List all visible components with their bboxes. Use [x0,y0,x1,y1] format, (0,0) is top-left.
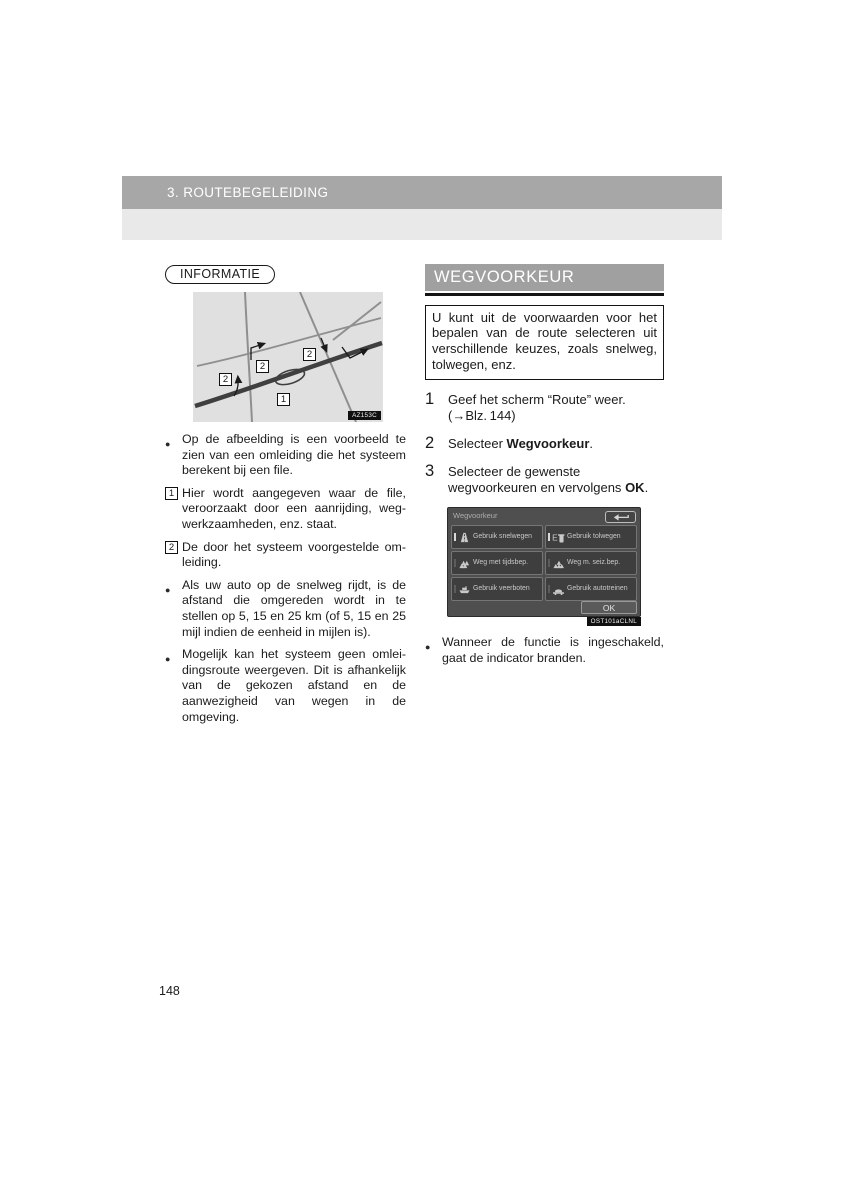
intro-box: U kunt uit de voorwaarden voor het bepalen van de route selecteren uit verschillende keuzes, zoals snelweg, tolwegen, enz. [425,305,664,381]
right-column [425,264,664,666]
indicator-bar [548,533,550,541]
chapter-header-bar [122,176,722,209]
back-button[interactable] [605,511,636,523]
ferry-icon [458,584,471,595]
info-list [165,432,406,725]
step-text-bold: Wegvoorkeur [506,436,590,452]
ok-button[interactable]: OK [581,601,637,614]
indicator-bar [548,559,550,567]
list-item [165,432,406,479]
list-item-text: Als uw auto op de snelweg rijdt, is de afstand die omgereden wordt in te stellen op 5, 15 en 25 km (of 5, 15 en 25 mijl indien de eenheid in mijlen is). [182,577,406,639]
section-underline [425,293,664,296]
screen-button-label: Weg m. seiz.bep. [567,559,621,567]
list-item-text: Hier wordt aangegeven waar de file, veroorzaakt door een aanrijding, wegwerkzaamheden, enz. staat. [182,485,406,531]
screen-button-gebruik-tolwegen[interactable] [545,525,637,549]
screen-button-gebruik-veerboten[interactable] [451,577,543,601]
step-number: 2 [425,434,435,453]
callout-number-box: 1 [165,487,178,500]
chapter-title: 3. ROUTEBEGELEIDING [167,185,329,200]
screen-button-label: Gebruik snelwegen [473,533,532,541]
map-callout-2: 2 [256,360,269,373]
list-item-text: Op de afbeelding is een voorbeeld te zien van een omleiding die het systeem berekent bij een file. [182,432,406,478]
left-column [165,265,406,725]
page-number: 148 [159,984,180,998]
list-item [165,540,406,571]
bullet-icon [165,647,182,725]
note-item [425,635,664,666]
screen-button-weg-met-tijdsbep[interactable] [451,551,543,575]
screen-button-label: Gebruik tolwegen [567,533,621,541]
list-item-text: Mogelijk kan het systeem geen omleidingsroute weergeven. Dit is afhankelijk van de gekozen afstand en de aanwezigheid van wegen in de omgeving. [182,647,406,724]
screen-code-tag: OST101aCLNL [587,617,641,626]
map-callout-1: 1 [277,393,290,406]
step-text-post: . [589,436,594,452]
steps [425,390,664,496]
screen-button-weg-m-seizbep[interactable] [545,551,637,575]
step-text-reference: (→Blz. 144) [448,408,516,424]
indicator-bar [548,585,550,593]
step-text-post: . [644,480,649,496]
list-item [165,647,406,725]
car-train-icon [552,584,565,595]
tollgate-icon [552,532,565,543]
chapter-header-subbar [122,209,722,240]
note-text: Wanneer de functie is ingeschakeld, gaat de indicator branden. [442,635,664,665]
callout-number-box: 2 [165,541,178,554]
step-text [448,462,664,496]
step-text-pre: Geef het scherm “Route” weer. [448,392,626,408]
list-item-text: De door het systeem voorgestelde omleiding. [182,539,406,570]
list-item [165,486,406,533]
highway-icon [458,532,471,543]
detour-map-figure [193,292,383,422]
step-2 [425,434,664,452]
step-text-bold: OK [625,480,645,496]
bullet-icon [165,578,182,640]
step-text-pre: Selecteer [448,436,507,452]
screen-button-label: Weg met tijdsbep. [473,559,529,567]
return-arrow-icon [611,513,631,521]
step-text-pre: Selecteer de gewenste wegvoorkeuren en vervolgens [448,464,626,496]
nav-screen [447,507,641,617]
informatie-badge: INFORMATIE [165,265,275,284]
screen-button-gebruik-snelwegen[interactable] [451,525,543,549]
screen-button-label: Gebruik veerboten [473,585,530,593]
bullet-icon [425,635,442,666]
screen-button-gebruik-autotreinen[interactable] [545,577,637,601]
list-item [165,578,406,640]
screen-title: Wegvoorkeur [453,511,498,521]
bullet-icon [165,432,182,479]
time-restricted-road-icon [458,558,471,569]
map-callout-2: 2 [219,373,232,386]
nav-screen-figure [447,507,641,626]
indicator-bar [454,559,456,567]
section-header: WEGVOORKEUR [425,264,664,291]
step-3 [425,462,664,496]
step-number: 3 [425,462,435,481]
option-grid [451,525,637,601]
step-text [448,390,664,424]
step-1 [425,390,664,424]
season-restricted-road-icon [552,558,565,569]
indicator-bar [454,533,456,541]
screen-button-label: Gebruik autotreinen [567,585,628,593]
svg-text:E: E [552,533,558,543]
map-callout-2: 2 [303,348,316,361]
figure-code-tag: AZ153C [348,411,381,420]
step-number: 1 [425,390,435,409]
indicator-bar [454,585,456,593]
step-text [448,434,664,452]
